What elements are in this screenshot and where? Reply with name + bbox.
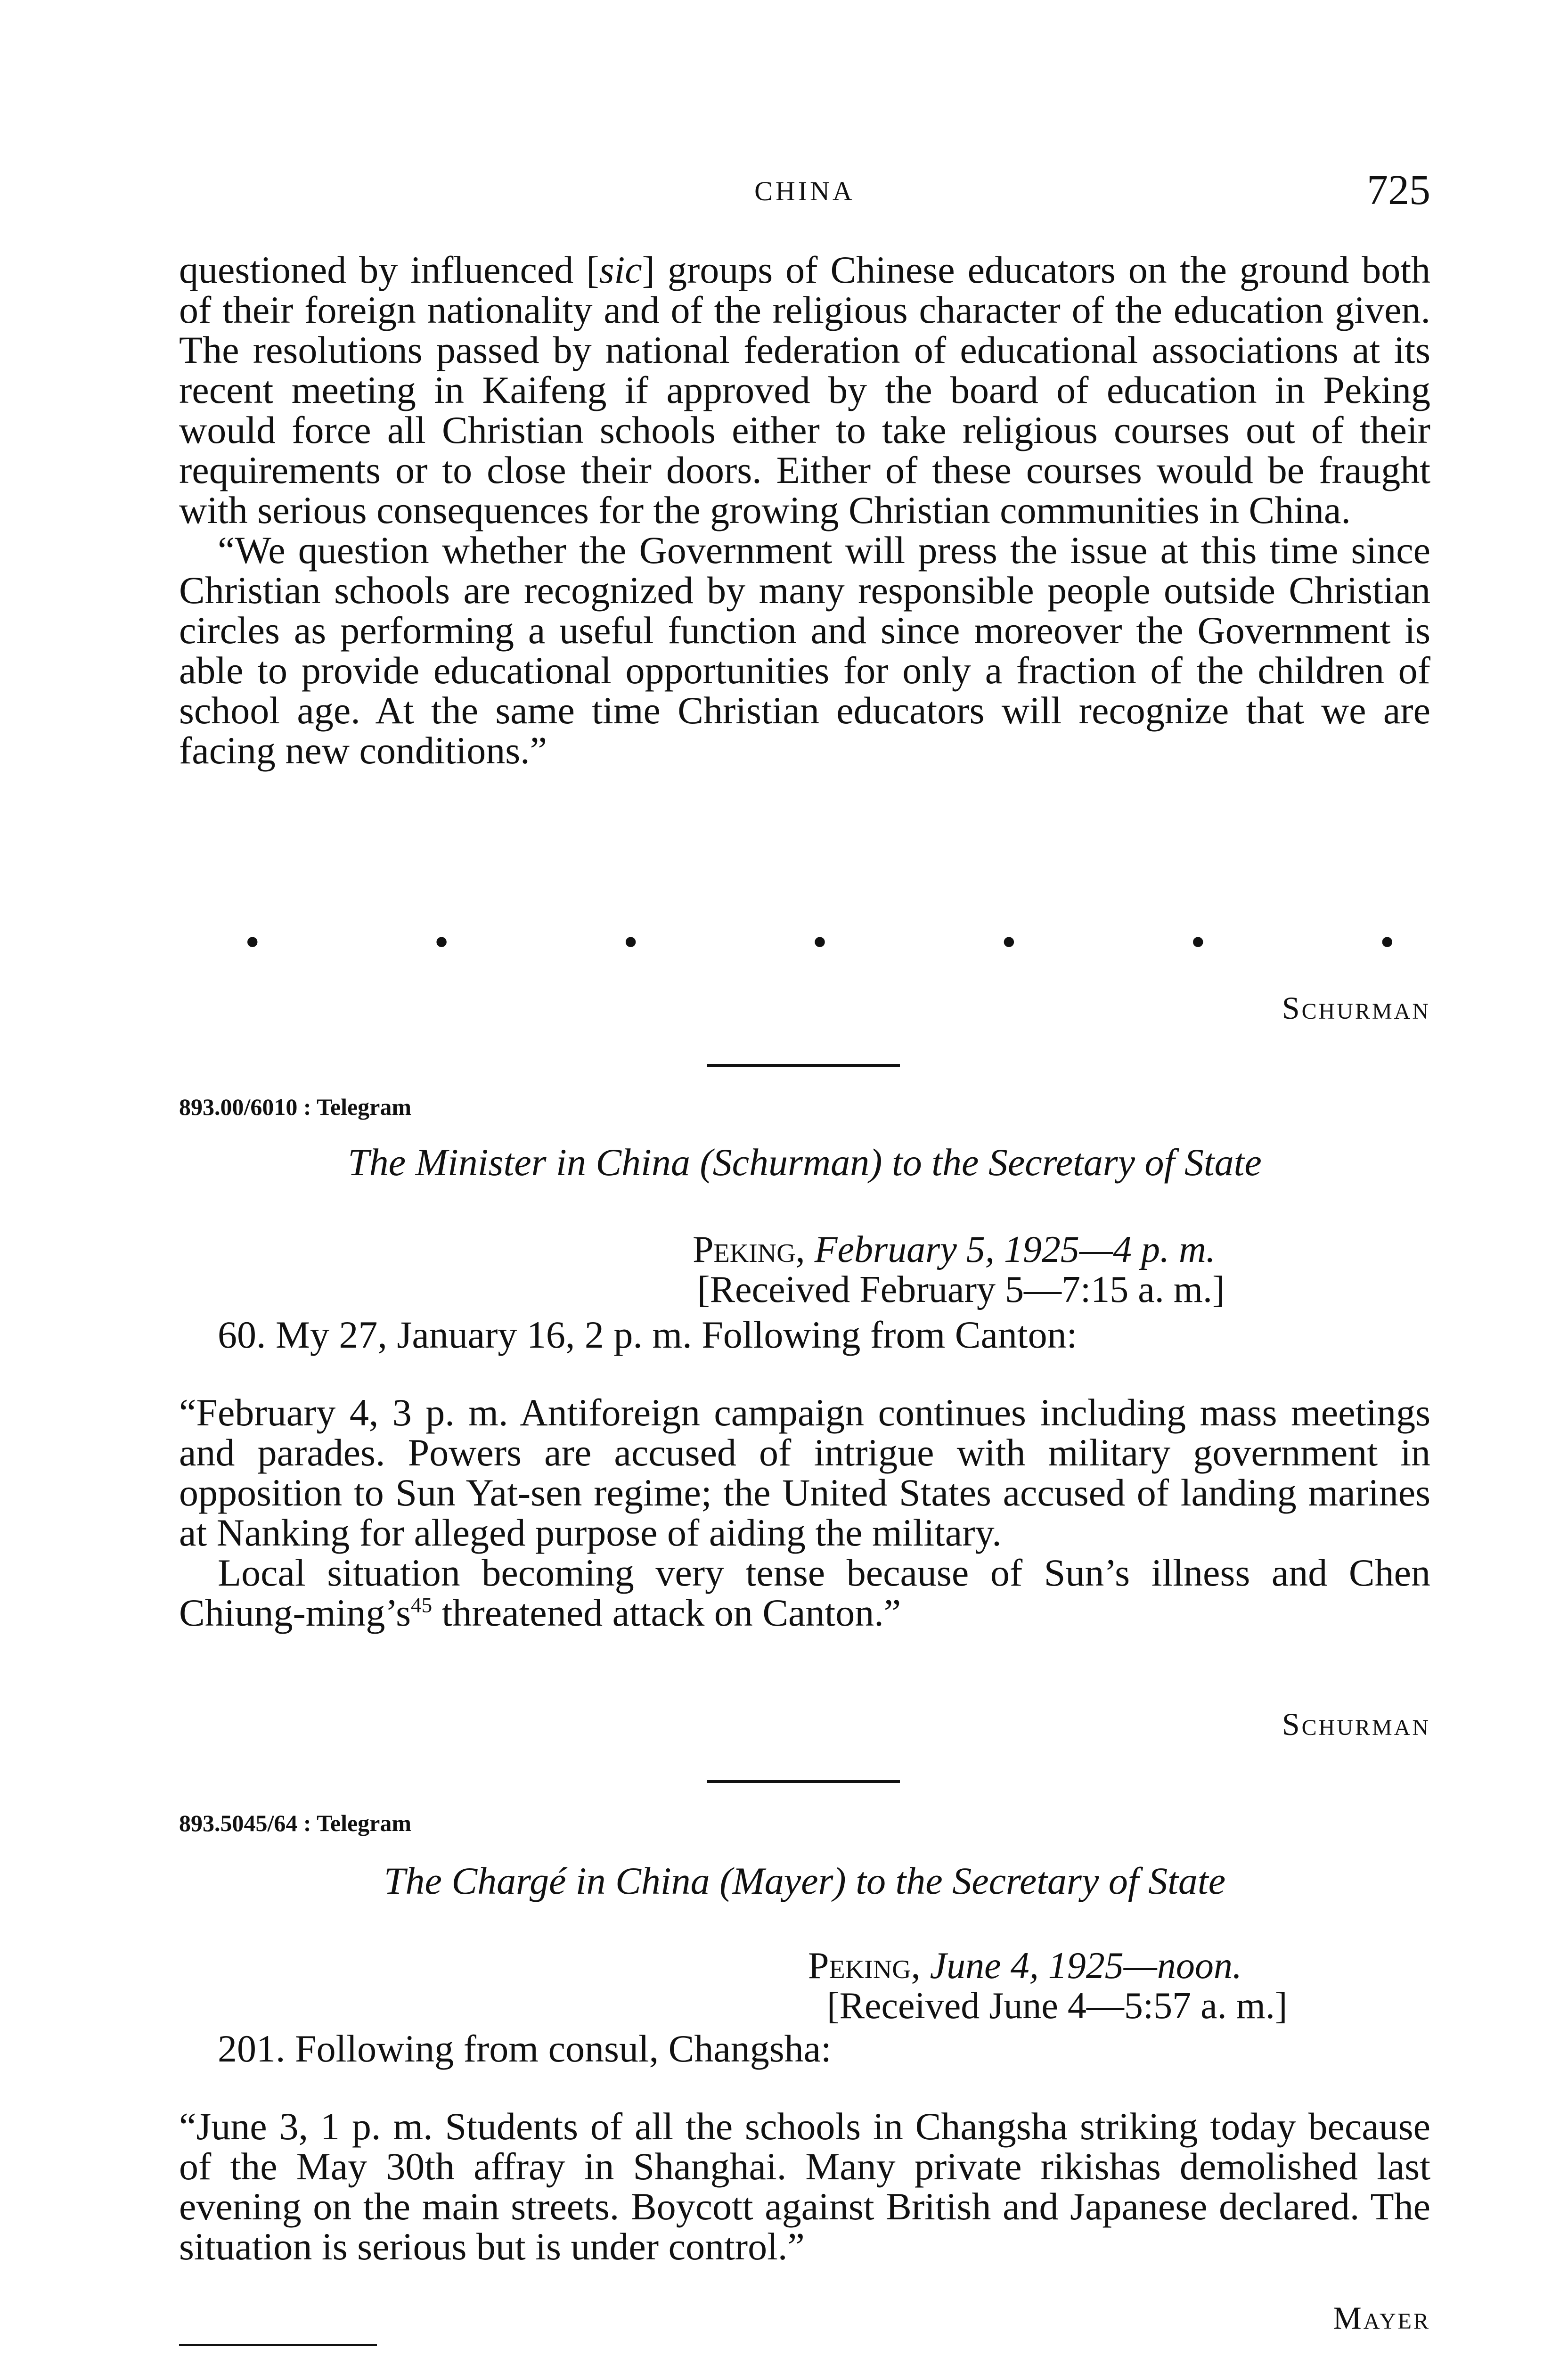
document-1-body xyxy=(179,1392,1430,1633)
document-1-intro xyxy=(179,1315,1430,1355)
dateline-date: June 4, 1925—noon. xyxy=(930,1945,1242,1987)
dateline-place: Peking, xyxy=(693,1229,805,1270)
document-heading: The Chargé in China (Mayer) to the Secretary of State xyxy=(384,1859,1226,1902)
received-line: [Received June 4—5:57 a. m.] xyxy=(827,1985,1288,2027)
dateline xyxy=(808,1946,1242,1986)
signature-schurman-1: Schurman xyxy=(1282,990,1430,1026)
ellipsis-dot: • xyxy=(1191,919,1206,965)
telegram-paragraph-1: “February 4, 3 p. m. Antiforeign campaign continues including mass meetings and parades. Powers are accused of intrigue with military government in opposition to Sun Yat-sen regime; the United States accused of landing marines at Nanking for alleged purpose of aiding the military. xyxy=(179,1391,1430,1554)
telegram-intro: 201. Following from consul, Changsha: xyxy=(218,2027,832,2070)
running-title: CHINA xyxy=(754,176,855,206)
file-reference: 893.00/6010 : Telegram xyxy=(179,1094,412,1120)
ellipsis-dot: • xyxy=(1001,919,1017,965)
document-heading: The Minister in China (Schurman) to the Secretary of State xyxy=(348,1141,1262,1184)
section-rule xyxy=(707,1064,900,1067)
section-rule xyxy=(707,1780,900,1783)
telegram-intro: 60. My 27, January 16, 2 p. m. Following from Canton: xyxy=(218,1313,1078,1356)
document-2-intro xyxy=(179,2029,1430,2069)
received-line: [Received February 5—7:15 a. m.] xyxy=(697,1269,1225,1310)
sic-note: sic xyxy=(599,248,642,291)
ellipsis-dot: • xyxy=(812,919,827,965)
continuation-paragraph-1: questioned by influenced [sic] groups of Chinese educators on the ground both of their foreign nationality and of the religious character of the education given. The resolutions passed by national federation of educational associations at its recent meeting in Kaifeng if approved by the board of education in Peking would force all Christian schools either to take religious courses out of their requirements or to close their doors. Either of these courses would be fraught with serious consequences for the growing Christian communities in China. xyxy=(179,248,1430,532)
continuation-text xyxy=(179,250,1430,770)
dateline xyxy=(693,1230,1216,1270)
ellipsis-dots xyxy=(245,921,1395,964)
document-2-body xyxy=(179,2106,1430,2266)
signature-schurman-2: Schurman xyxy=(1282,1706,1430,1742)
file-reference: 893.5045/64 : Telegram xyxy=(179,1810,412,1836)
running-head xyxy=(179,166,1430,222)
ellipsis-dot: • xyxy=(245,919,260,965)
ellipsis-dot: • xyxy=(434,919,449,965)
continuation-paragraph-2: “We question whether the Government will press the issue at this time since Christian schools are recognized by many responsible people outside Christian circles as performing a useful function and since moreover the Government is able to provide educational opportunities for only a fraction of the children of school age. At the same time Christian educators will recognize that we are facing new conditions.” xyxy=(179,529,1430,772)
ellipsis-dot: • xyxy=(623,919,638,965)
dateline-place: Peking, xyxy=(808,1945,921,1987)
dateline-date: February 5, 1925—4 p. m. xyxy=(814,1229,1216,1270)
telegram-paragraph-2: Local situation becoming very tense because of Sun’s illness and Chen Chiung-$\min g’s^{45}$ threatened attack on Canton.” xyxy=(179,1551,1430,1634)
telegram-paragraph-1: “June 3, 1 p. m. Students of all the schools in Changsha striking today because of the May 30th affray in Shanghai. Many private rikishas demolished last evening on the main streets. Boycott against British and Japanese declared. The situation is serious but is under control.” xyxy=(179,2105,1430,2268)
ellipsis-dot: • xyxy=(1380,919,1395,965)
page-number: 725 xyxy=(1367,167,1430,213)
footnote-ref: 45 xyxy=(411,1593,433,1617)
footnote-rule xyxy=(179,2344,377,2346)
signature-mayer: Mayer xyxy=(1333,2300,1430,2336)
